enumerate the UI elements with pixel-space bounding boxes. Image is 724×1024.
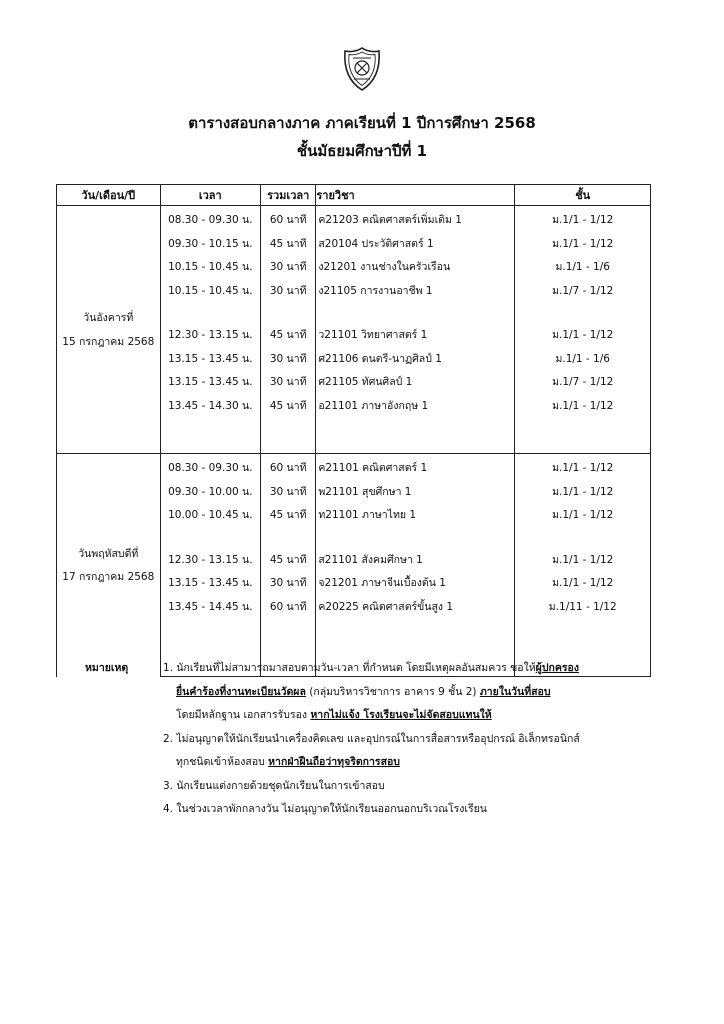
subject-cell (316, 548, 515, 572)
subject-cell (316, 323, 515, 347)
day-name: วันอังคารที่ (83, 312, 134, 324)
subject-text: ศ21105 ทัศนศิลป์ 1 (318, 376, 413, 389)
duration-cell: 30 นาที (261, 255, 316, 279)
note-emphasis: หากฝ่าฝืนถือว่าทุจริตการสอบ (268, 756, 400, 768)
note-3: 3. นักเรียนแต่งกายด้วยชุดนักเรียนในการเข้าสอบ (163, 779, 385, 792)
subject-text: อ21101 ภาษาอังกฤษ 1 (318, 399, 429, 412)
table-row (57, 206, 651, 232)
day-date: 15 กรกฎาคม 2568 (62, 335, 155, 348)
note-1-line-2 (163, 681, 683, 705)
subject-text: ค21203 คณิตศาสตร์เพิ่มเติม 1 (318, 214, 462, 227)
day-cell-2 (57, 454, 161, 677)
subject-cell (316, 347, 515, 371)
subject-cell (316, 480, 515, 504)
subject-cell (316, 206, 515, 232)
table-header-row (57, 185, 651, 206)
duration-cell: 45 นาที (261, 503, 316, 527)
time-cell: 08.30 - 09.30 น. (160, 454, 260, 480)
note-1-line-3 (163, 704, 683, 728)
duration-cell: 30 นาที (261, 347, 316, 371)
duration-cell: 30 นาที (261, 480, 316, 504)
level-cell: ม.1/1 - 1/6 (515, 347, 651, 371)
time-cell: 10.15 - 10.45 น. (160, 255, 260, 279)
school-emblem-logo (341, 46, 383, 92)
time-cell: 12.30 - 13.15 น. (160, 323, 260, 347)
col-header-subject: รายวิชา (316, 185, 515, 206)
col-header-date: วัน/เดือน/ปี (57, 185, 161, 206)
level-cell: ม.1/1 - 1/12 (515, 548, 651, 572)
note-emphasis: ผู้ปกครอง (535, 662, 579, 674)
duration-cell: 45 นาที (261, 394, 316, 418)
subject-text: ค20225 คณิตศาสตร์ขั้นสูง 1 (318, 600, 454, 613)
note-emphasis: หากไม่แจ้ง โรงเรียนจะไม่จัดสอบแทนให้ (310, 709, 492, 721)
subject-text: พ21101 สุขศึกษา 1 (318, 485, 412, 498)
subject-text: ศ21106 ดนตรี-นาฏศิลป์ 1 (318, 352, 442, 365)
note-text: 2. ไม่อนุญาตให้นักเรียนนำเครื่องคิดเลข และอุปกรณ์ในการสื่อสารหรืออุปกรณ์ อิเล็กทรอนิกส์ (163, 732, 580, 745)
time-cell: 13.15 - 13.45 น. (160, 370, 260, 394)
subject-cell (316, 279, 515, 303)
level-cell: ม.1/1 - 1/12 (515, 571, 651, 595)
level-cell: ม.1/1 - 1/6 (515, 255, 651, 279)
duration-cell: 45 นาที (261, 232, 316, 256)
level-cell: ม.1/1 - 1/12 (515, 394, 651, 418)
subject-text: ส21101 สังคมศึกษา 1 (318, 553, 423, 566)
level-cell: ม.1/1 - 1/12 (515, 232, 651, 256)
level-cell: ม.1/1 - 1/12 (515, 454, 651, 480)
subject-cell (316, 394, 515, 418)
duration-cell: 60 นาที (261, 206, 316, 232)
level-cell: ม.1/1 - 1/12 (515, 503, 651, 527)
subject-cell (316, 370, 515, 394)
duration-cell: 60 นาที (261, 454, 316, 480)
note-2-line-2 (163, 751, 683, 775)
time-cell: 13.15 - 13.45 น. (160, 571, 260, 595)
level-cell: ม.1/1 - 1/12 (515, 206, 651, 232)
time-cell: 08.30 - 09.30 น. (160, 206, 260, 232)
note-4: 4. ในช่วงเวลาพักกลางวัน ไม่อนุญาตให้นักเรียนออกนอกบริเวณโรงเรียน (163, 803, 487, 815)
subject-text: จ21201 ภาษาจีนเบื้องต้น 1 (318, 577, 446, 590)
duration-cell: 45 นาที (261, 548, 316, 572)
note-text: ทุกชนิดเข้าห้องสอบ (176, 756, 269, 768)
duration-cell: 30 นาที (261, 571, 316, 595)
subject-text: ง21105 การงานอาชีพ 1 (318, 284, 433, 297)
note-text: โดยมีหลักฐาน เอกสารรับรอง (176, 709, 311, 721)
level-cell: ม.1/1 - 1/12 (515, 323, 651, 347)
subject-text: ง21201 งานช่างในครัวเรือน (318, 261, 451, 274)
time-cell: 10.15 - 10.45 น. (160, 279, 260, 303)
duration-cell: 30 นาที (261, 279, 316, 303)
time-cell: 09.30 - 10.00 น. (160, 480, 260, 504)
notes-label: หมายเหตุ (85, 662, 129, 674)
subject-cell (316, 571, 515, 595)
note-text: (กลุ่มบริหารวิชาการ อาคาร 9 ชั้น 2) (305, 685, 480, 698)
table-row (57, 454, 651, 480)
subject-cell (316, 454, 515, 480)
page-title: ตารางสอบกลางภาค ภาคเรียนที่ 1 ปีการศึกษา 2568 (188, 114, 536, 132)
level-cell: ม.1/11 - 1/12 (515, 595, 651, 619)
col-header-time: เวลา (160, 185, 260, 206)
subject-cell (316, 255, 515, 279)
col-header-duration: รวมเวลา (261, 185, 316, 206)
level-cell: ม.1/7 - 1/12 (515, 279, 651, 303)
subject-text: ค21101 คณิตศาสตร์ 1 (318, 462, 428, 475)
level-cell: ม.1/1 - 1/12 (515, 480, 651, 504)
time-cell: 12.30 - 13.15 น. (160, 548, 260, 572)
time-cell: 10.00 - 10.45 น. (160, 503, 260, 527)
time-cell: 13.15 - 13.45 น. (160, 347, 260, 371)
notes-list (163, 657, 683, 822)
duration-cell: 60 นาที (261, 595, 316, 619)
subject-cell (316, 503, 515, 527)
day-name: วันพฤหัสบดีที่ (78, 547, 139, 560)
day-cell-1 (57, 206, 161, 454)
day-date: 17 กรกฎาคม 2568 (62, 571, 155, 584)
level-cell: ม.1/7 - 1/12 (515, 370, 651, 394)
exam-schedule-table (56, 184, 651, 677)
time-cell: 13.45 - 14.30 น. (160, 394, 260, 418)
note-emphasis: ยื่นคำร้องที่งานทะเบียนวัดผล (176, 685, 306, 698)
page-subtitle: ชั้นมัธยมศึกษาปีที่ 1 (296, 142, 428, 160)
note-text: 1. นักเรียนที่ไม่สามารถมาสอบตามวัน-เวลา ที่กำหนด โดยมีเหตุผลอันสมควร ขอให้ (163, 662, 536, 674)
time-cell: 09.30 - 10.15 น. (160, 232, 260, 256)
subject-text: ส20104 ประวัติศาสตร์ 1 (318, 237, 434, 250)
subject-text: ท21101 ภาษาไทย 1 (318, 509, 417, 522)
note-2-line-1 (163, 728, 683, 752)
col-header-level: ชั้น (515, 185, 651, 206)
duration-cell: 45 นาที (261, 323, 316, 347)
duration-cell: 30 นาที (261, 370, 316, 394)
note-emphasis: ภายในวันที่สอบ (479, 685, 551, 698)
time-cell: 13.45 - 14.45 น. (160, 595, 260, 619)
subject-cell (316, 595, 515, 619)
subject-text: ว21101 วิทยาศาสตร์ 1 (318, 329, 428, 342)
note-1-line-1 (163, 657, 683, 681)
subject-cell (316, 232, 515, 256)
